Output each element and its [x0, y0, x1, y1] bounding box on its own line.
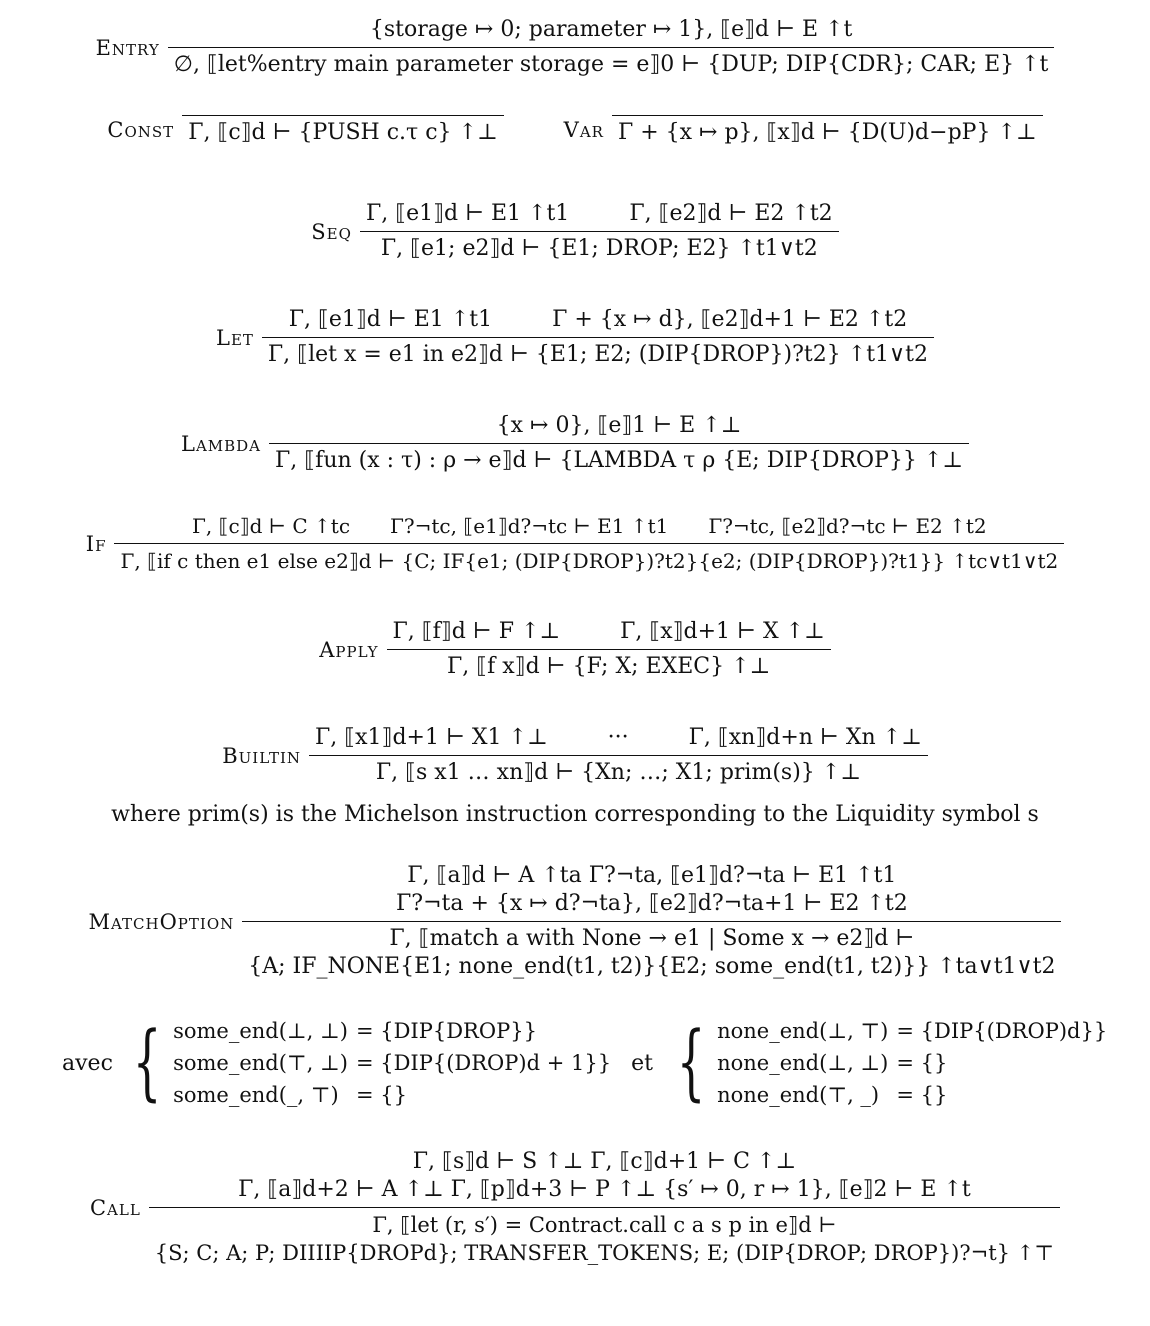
conclusion: Γ, ⟦f x⟧d ⊢ {F; X; EXEC} ↑⊥	[447, 654, 771, 679]
case-lhs: none_end(⊥, ⊤)	[717, 1019, 889, 1043]
rule-name: Apply	[319, 637, 379, 662]
case-rhs: = {}	[896, 1083, 948, 1107]
case-row	[169, 1015, 615, 1047]
case-rhs: = {}	[896, 1051, 948, 1075]
case-lhs: some_end(_, ⊤)	[173, 1083, 339, 1107]
left-brace: {	[132, 1015, 162, 1110]
premise: Γ, ⟦e1⟧d ⊢ E1 ↑t1	[288, 307, 493, 332]
premise: Γ, ⟦e1⟧d ⊢ E1 ↑t1	[365, 201, 570, 226]
left-brace: {	[676, 1015, 706, 1110]
rule-name: Call	[89, 1195, 141, 1220]
case-rhs: = {DIP{DROP}}	[355, 1019, 537, 1043]
conclusion: Γ + {x ↦ p}, ⟦x⟧d ⊢ {D(U)d−pP} ↑⊥	[617, 120, 1037, 145]
premise: {x ↦ 0}, ⟦e⟧1 ⊢ E ↑⊥	[496, 413, 742, 438]
rule-let	[0, 306, 1150, 369]
inference-fraction	[269, 412, 969, 475]
rule-if	[0, 512, 1150, 575]
inference-fraction	[360, 200, 839, 263]
conclusion: ∅, ⟦let%entry main parameter storage = e⟧0 ⊢ {DUP; DIP{CDR}; CAR; E} ↑t	[173, 52, 1049, 77]
premise: Γ, ⟦f⟧d ⊢ F ↑⊥	[392, 619, 561, 644]
rule-name: Entry	[95, 35, 160, 60]
conclusion-line: {S; C; A; P; DIIIIP{DROPd}; TRANSFER_TOKENS; E; (DIP{DROP; DROP})?¬t} ↑⊤	[154, 1241, 1055, 1265]
premises	[387, 618, 831, 649]
none-end-table	[713, 1015, 1111, 1111]
some-end-cases	[125, 1015, 615, 1111]
case-rhs: = {DIP{(DROP)d + 1}}	[355, 1051, 612, 1075]
rule-matchoption	[0, 862, 1150, 981]
case-row	[713, 1015, 1111, 1047]
case-row	[169, 1079, 615, 1111]
premises	[283, 306, 914, 337]
conclusion: Γ, ⟦e1; e2⟧d ⊢ {E1; DROP; E2} ↑t1∨t2	[380, 236, 818, 261]
premise: Γ, ⟦s⟧d ⊢ S ↑⊥ Γ, ⟦c⟧d+1 ⊢ C ↑⊥	[412, 1149, 797, 1174]
premise: Γ?¬ta + {x ↦ d?¬ta}, ⟦e2⟧d?¬ta+1 ⊢ E2 ↑t2	[396, 891, 908, 916]
inference-fraction	[182, 112, 503, 147]
case-lhs: none_end(⊤, _)	[717, 1083, 880, 1107]
premises	[309, 724, 928, 755]
inference-fraction	[387, 618, 831, 681]
conclusion-line: Γ, ⟦match a with None → e1 | Some x → e2⟧d ⊢	[389, 926, 915, 951]
inference-fraction	[309, 724, 928, 787]
case-rhs: = {DIP{(DROP)d}}	[896, 1019, 1108, 1043]
case-lhs: some_end(⊥, ⊥)	[173, 1019, 348, 1043]
premises	[232, 1148, 977, 1207]
et-word: et	[631, 1050, 653, 1076]
conclusion: Γ, ⟦if c then e1 else e2⟧d ⊢ {C; IF{e1; (DIP{DROP})?t2}{e2; (DIP{DROP})?t1}} ↑tc∨t1∨t2	[120, 549, 1059, 573]
rule-name: Seq	[311, 219, 352, 244]
inference-fraction	[168, 16, 1055, 79]
builtin-note: where prim(s) is the Michelson instruction corresponding to the Liquidity symbol s	[111, 802, 1039, 827]
rule-entry	[0, 16, 1150, 79]
rule-name: Let	[216, 325, 254, 350]
premises	[390, 862, 914, 921]
none-end-cases	[669, 1015, 1111, 1111]
conclusion-line: {A; IF_NONE{E1; none_end(t1, t2)}{E2; some_end(t1, t2)}} ↑ta∨t1∨t2	[248, 954, 1056, 979]
inference-fraction	[612, 112, 1043, 147]
conclusion	[149, 1208, 1060, 1267]
rule-name: Var	[563, 117, 604, 142]
case-row	[713, 1047, 1111, 1079]
rule-name: Lambda	[181, 431, 262, 456]
premise-ellipsis: ···	[607, 725, 629, 750]
rule-name: Builtin	[222, 743, 301, 768]
conclusion: Γ, ⟦c⟧d ⊢ {PUSH c.τ c} ↑⊥	[188, 120, 498, 145]
case-lhs: none_end(⊥, ⊥)	[717, 1051, 889, 1075]
rule-name: If	[85, 531, 107, 556]
inference-fraction	[262, 306, 934, 369]
premise: Γ, ⟦c⟧d ⊢ C ↑tc	[192, 514, 351, 538]
conclusion: Γ, ⟦fun (x : τ) : ρ → e⟧d ⊢ {LAMBDA τ ρ {E; DIP{DROP}} ↑⊥	[275, 448, 963, 473]
premise: Γ, ⟦xn⟧d+n ⊢ Xn ↑⊥	[688, 725, 922, 750]
premise: Γ?¬tc, ⟦e1⟧d?¬tc ⊢ E1 ↑t1	[390, 514, 669, 538]
case-lhs: some_end(⊤, ⊥)	[173, 1051, 348, 1075]
premises	[186, 512, 993, 543]
premise: Γ, ⟦e2⟧d ⊢ E2 ↑t2	[629, 201, 833, 226]
premise: Γ, ⟦a⟧d ⊢ A ↑ta Γ?¬ta, ⟦e1⟧d?¬ta ⊢ E1 ↑t1	[407, 863, 897, 888]
premise: Γ + {x ↦ d}, ⟦e2⟧d+1 ⊢ E2 ↑t2	[552, 307, 908, 332]
premise: Γ, ⟦x1⟧d+1 ⊢ X1 ↑⊥	[315, 725, 548, 750]
premise: Γ, ⟦a⟧d+2 ⊢ A ↑⊥ Γ, ⟦p⟧d+3 ⊢ P ↑⊥ {s′ ↦ 0, r ↦ 1}, ⟦e⟧2 ⊢ E ↑t	[238, 1177, 971, 1202]
rule-name: Const	[107, 117, 175, 142]
conclusion: Γ, ⟦s x1 … xn⟧d ⊢ {Xn; …; X1; prim(s)} ↑⊥	[375, 760, 861, 785]
inference-fraction	[114, 512, 1064, 575]
end-definitions	[62, 1012, 1111, 1114]
case-row	[713, 1079, 1111, 1111]
conclusion	[242, 922, 1061, 981]
premise: {storage ↦ 0; parameter ↦ 1}, ⟦e⟧d ⊢ E ↑t	[369, 17, 853, 42]
rule-lambda	[0, 412, 1150, 475]
avec-word: avec	[62, 1050, 113, 1076]
rule-row-const-var	[0, 112, 1150, 147]
inference-fraction	[149, 1148, 1060, 1267]
rule-builtin	[0, 724, 1150, 787]
some-end-table	[169, 1015, 615, 1111]
premises	[360, 200, 839, 231]
case-row	[169, 1047, 615, 1079]
premise: Γ?¬tc, ⟦e2⟧d?¬tc ⊢ E2 ↑t2	[708, 514, 987, 538]
rule-seq	[0, 200, 1150, 263]
inference-fraction	[242, 862, 1061, 981]
premise: Γ, ⟦x⟧d+1 ⊢ X ↑⊥	[620, 619, 825, 644]
conclusion: Γ, ⟦let x = e1 in e2⟧d ⊢ {E1; E2; (DIP{DROP})?t2} ↑t1∨t2	[267, 342, 928, 367]
rule-name: MatchOption	[88, 909, 235, 934]
case-rhs: = {}	[355, 1083, 407, 1107]
rule-call	[0, 1148, 1150, 1267]
conclusion-line: Γ, ⟦let (r, s′) = Contract.call c a s p in e⟧d ⊢	[372, 1213, 837, 1237]
rule-apply	[0, 618, 1150, 681]
